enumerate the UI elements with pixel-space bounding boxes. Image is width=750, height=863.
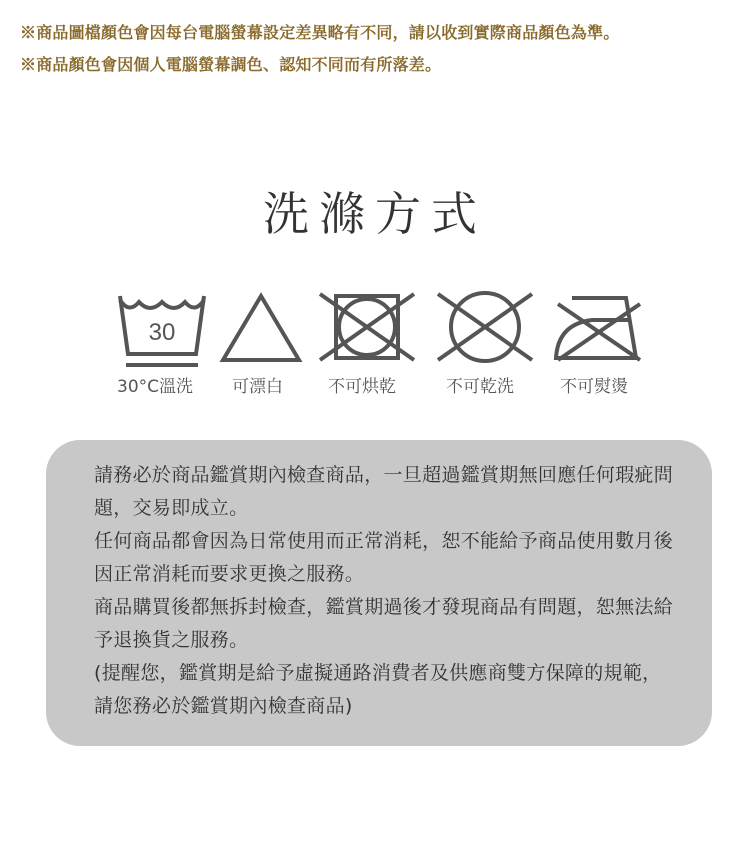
color-disclaimer [20,22,619,86]
no-dry-clean-icon [436,290,534,364]
care-label-no-tumble-dry: 不可烘乾 [328,377,396,397]
svg-text:30: 30 [148,319,176,346]
policy-paragraph: 任何商品都會因為日常使用而正常消耗，恕不能給予商品使用數月後因正常消耗而要求更換之服務。 [94,530,674,585]
care-label-no-iron: 不可熨燙 [560,377,628,397]
wash-30-icon [116,290,208,370]
section-title: 洗滌方式 [263,187,487,241]
policy-box [46,440,712,746]
policy-paragraph: (提醒您，鑑賞期是給予虛擬通路消費者及供應商雙方保障的規範，請您務必於鑑賞期內檢查商品) [94,662,662,717]
disclaimer-line: ※商品圖檔顏色會因每台電腦螢幕設定差異略有不同，請以收到實際商品顏色為準。 [20,23,620,42]
care-label-no-dry-clean: 不可乾洗 [446,377,514,397]
policy-paragraph: 請務必於商品鑑賞期內檢查商品，一旦超過鑑賞期無回應任何瑕疵問題，交易即成立。 [94,464,674,519]
no-iron-icon [552,290,644,366]
disclaimer-line: ※商品顏色會因個人電腦螢幕調色、認知不同而有所落差。 [20,55,442,74]
policy-paragraph: 商品購買後都無拆封檢查，鑑賞期過後才發現商品有問題，恕無法給予退換貨之服務。 [94,596,674,651]
care-label-bleach: 可漂白 [232,377,283,397]
no-tumble-dry-icon [318,290,416,364]
bleach-icon [219,290,303,366]
care-label-wash: 30°C溫洗 [117,377,194,397]
